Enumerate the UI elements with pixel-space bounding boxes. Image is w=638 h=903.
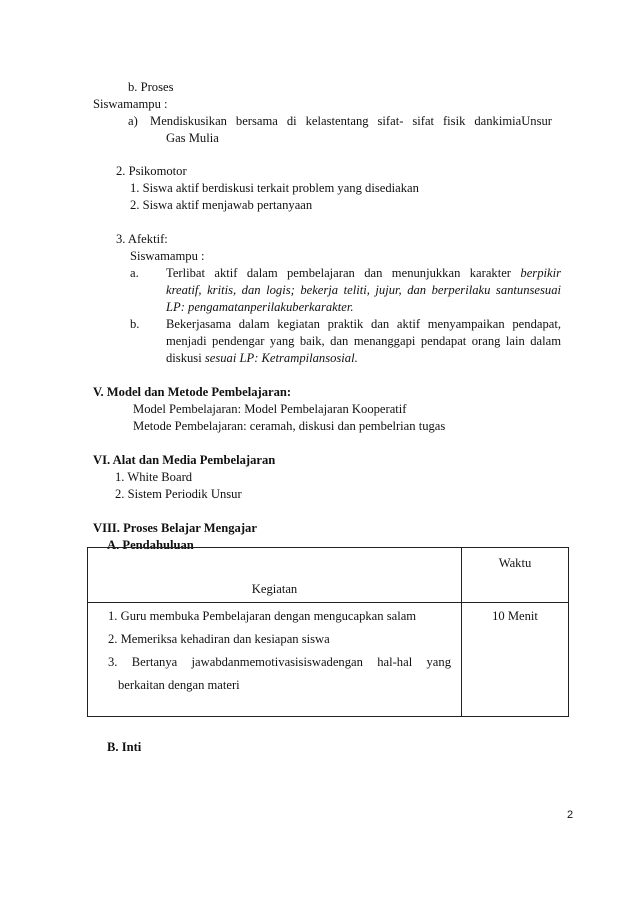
afektif-a-line1 [166,266,561,281]
section-viii-sub-a: A. Pendahuluan [107,538,194,552]
afektif-b-line3-italic: sesuai LP: Ketrampilansosial. [204,351,358,365]
table-waktu-value: 10 Menit [492,609,538,623]
proses-item-a-line2: Gas Mulia [166,131,219,145]
afektif-b-line3-plain: diskusi [166,351,202,365]
table-kegiatan-item-2: 2. Memeriksa kehadiran dan kesiapan siswa [108,632,330,646]
afektif-b-marker: b. [130,317,140,331]
proses-heading: b. Proses [128,80,174,94]
section-vi-item-1: 1. White Board [115,470,193,484]
table-kegiatan-item-1: 1. Guru membuka Pembelajaran dengan mengucapkan salam [108,609,417,623]
table-row [88,603,569,717]
afektif-a-line1-plain: Terlibat aktif dalam pembelajaran dan menunjukkan karakter [166,266,512,280]
afektif-a-line1-italic: berpikir [520,266,561,280]
proses-item-a-marker: a) [128,114,138,128]
afektif-a-line3: LP: pengamatanperilakuberkarakter. [166,300,354,314]
table-header-kegiatan [88,548,462,603]
table-kegiatan-item-3-line2: berkaitan dengan materi [118,678,240,692]
table-header-row [88,548,569,603]
section-v-heading: V. Model dan Metode Pembelajaran: [93,385,292,399]
section-viii-sub-b: B. Inti [107,740,142,754]
psikomotor-item-2: 2. Siswa aktif menjawab pertanyaan [130,198,313,212]
afektif-intro: Siswamampu : [130,249,205,263]
table-header-kegiatan-label: Kegiatan [251,581,298,596]
psikomotor-item-1: 1. Siswa aktif berdiskusi terkait problem yang disediakan [130,181,419,195]
section-vi-heading: VI. Alat dan Media Pembelajaran [93,453,276,467]
table-cell-kegiatan [88,603,462,717]
section-v-metode: Metode Pembelajaran: ceramah, diskusi dan pembelrian tugas [133,419,446,433]
page-number: 2 [567,809,574,821]
afektif-heading: 3. Afektif: [116,232,168,246]
afektif-b-line1: Bekerjasama dalam kegiatan praktik dan aktif menyampaikan pendapat, [166,317,561,331]
proses-intro: Siswamampu : [93,97,168,111]
table-header-waktu-label: Waktu [498,556,532,570]
kegiatan-table [87,547,569,717]
section-vi-item-2: 2. Sistem Periodik Unsur [115,487,242,501]
afektif-b-line2: menjadi pendengar yang baik, dan menanggapi pendapat orang lain dalam [166,334,561,348]
section-v-model: Model Pembelajaran: Model Pembelajaran Kooperatif [133,402,407,416]
proses-item-a-line1: Mendiskusikan bersama di kelastentang sifat- sifat fisik dankimiaUnsur [150,114,552,128]
psikomotor-heading: 2. Psikomotor [116,164,187,178]
afektif-b-line3 [166,351,358,366]
table-kegiatan-item-3-line1: 3. Bertanya jawabdanmemotivasisiswadengan hal-hal yang [108,655,451,669]
section-viii-heading: VIII. Proses Belajar Mengajar [93,521,257,535]
table-cell-waktu [462,603,569,717]
afektif-a-marker: a. [130,266,139,280]
table-header-waktu [462,548,569,603]
afektif-a-line2: kreatif, kritis, dan logis; bekerja teliti, jujur, dan berperilaku santunsesuai [166,283,561,297]
